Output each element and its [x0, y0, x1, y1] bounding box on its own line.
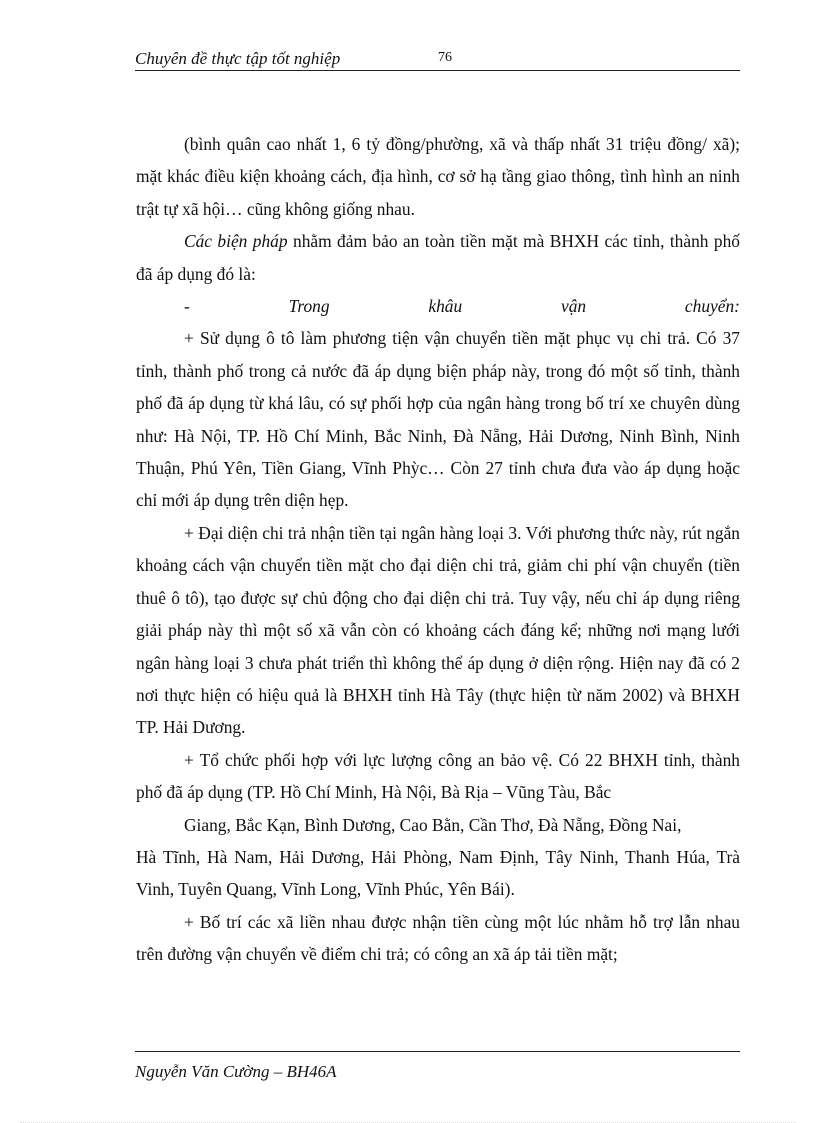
paragraph-1: (bình quân cao nhất 1, 6 tỷ đồng/phường, xã và thấp nhất 31 triệu đồng/ xã); mặt khác điều kiện khoảng cách, địa hình, cơ sở hạ tầng giao thông, tình hình an ninh trật tự xã hội… cũng không giống nhau.: [136, 134, 740, 219]
subheading-word: vận: [560, 296, 587, 317]
paragraph-2-rest: nhằm đảm bảo an toàn tiền mặt mà BHXH các tỉnh, thành phố đã áp dụng đó là:: [136, 231, 740, 284]
page-footer: [135, 1051, 740, 1082]
subheading-word: chuyển:: [684, 296, 740, 317]
paragraph-bank-level-3: + Đại diện chi trả nhận tiền tại ngân hàng loại 3. Với phương thức này, rút ngắn khoảng cách vận chuyển tiền mặt cho đại diện chi trả, giảm chi phí vận chuyển (tiền thuê ô tô), tạo được sự chủ động cho đại diện chi trả. Tuy vậy, nếu chỉ áp dụng riêng giải pháp này thì một số xã vẫn còn có khoảng cách đáng kể; những nơi mạng lưới ngân hàng loại 3 chưa phát triển thì không thể áp dụng ở diện rộng. Hiện nay đã có 2 nơi thực hiện có hiệu quả là BHXH tỉnh Hà Tây (thực hiện từ năm 2002) và BHXH TP. Hải Dương.: [136, 522, 740, 738]
measures-term: Các biện pháp: [184, 231, 288, 252]
subheading-word: khâu: [428, 296, 463, 317]
paragraph-2: [136, 225, 740, 290]
subheading-word: Trong: [288, 296, 330, 317]
paragraph-car-transport: + Sử dụng ô tô làm phương tiện vận chuyển tiền mặt phục vụ chi trả. Có 37 tỉnh, thành phố trong cả nước đã áp dụng biện pháp này, trong đó một số tỉnh, thành phố đã áp dụng từ khá lâu, có sự phối hợp của ngân hàng trong bố trí xe chuyên dùng như: Hà Nội, TP. Hồ Chí Minh, Bắc Ninh, Đà Nẵng, Hải Dương, Ninh Bình, Ninh Thuận, Phú Yên, Tiền Giang, Vĩnh Phỳc… Còn 27 tỉnh chưa đưa vào áp dụng hoặc chỉ mới áp dụng trên diện hẹp.: [136, 328, 740, 511]
page-header: [135, 48, 740, 71]
footer-author: Nguyễn Văn Cường – BH46A: [135, 1062, 337, 1081]
paragraph-police-continued: Giang, Bắc Kạn, Bình Dương, Cao Bằn, Cần Thơ, Đà Nẵng, Đồng Nai,: [184, 814, 682, 835]
paragraph-police-provinces: Hà Tĩnh, Hà Nam, Hải Dương, Hải Phòng, Nam Định, Tây Ninh, Thanh Húa, Trà Vinh, Tuyên Quang, Vĩnh Long, Vĩnh Phúc, Yên Bái).: [136, 846, 740, 900]
paragraph-police-cooperation: + Tổ chức phối hợp với lực lượng công an bảo vệ. Có 22 BHXH tỉnh, thành phố đã áp dụng (TP. Hồ Chí Minh, Hà Nội, Bà Rịa – Vũng Tàu, Bắc: [136, 749, 740, 803]
header-title: Chuyên đề thực tập tốt nghiệp: [135, 49, 341, 68]
subheading-dash: -: [184, 296, 190, 317]
page-number: 76: [438, 50, 452, 65]
body-text: [136, 128, 740, 971]
subheading-transport: [136, 290, 740, 322]
paragraph-adjacent-communes: + Bố trí các xã liền nhau được nhận tiền cùng một lúc nhằm hỗ trợ lẫn nhau trên đường vận chuyển về điểm chi trả; có công an xã áp tải tiền mặt;: [136, 911, 740, 965]
